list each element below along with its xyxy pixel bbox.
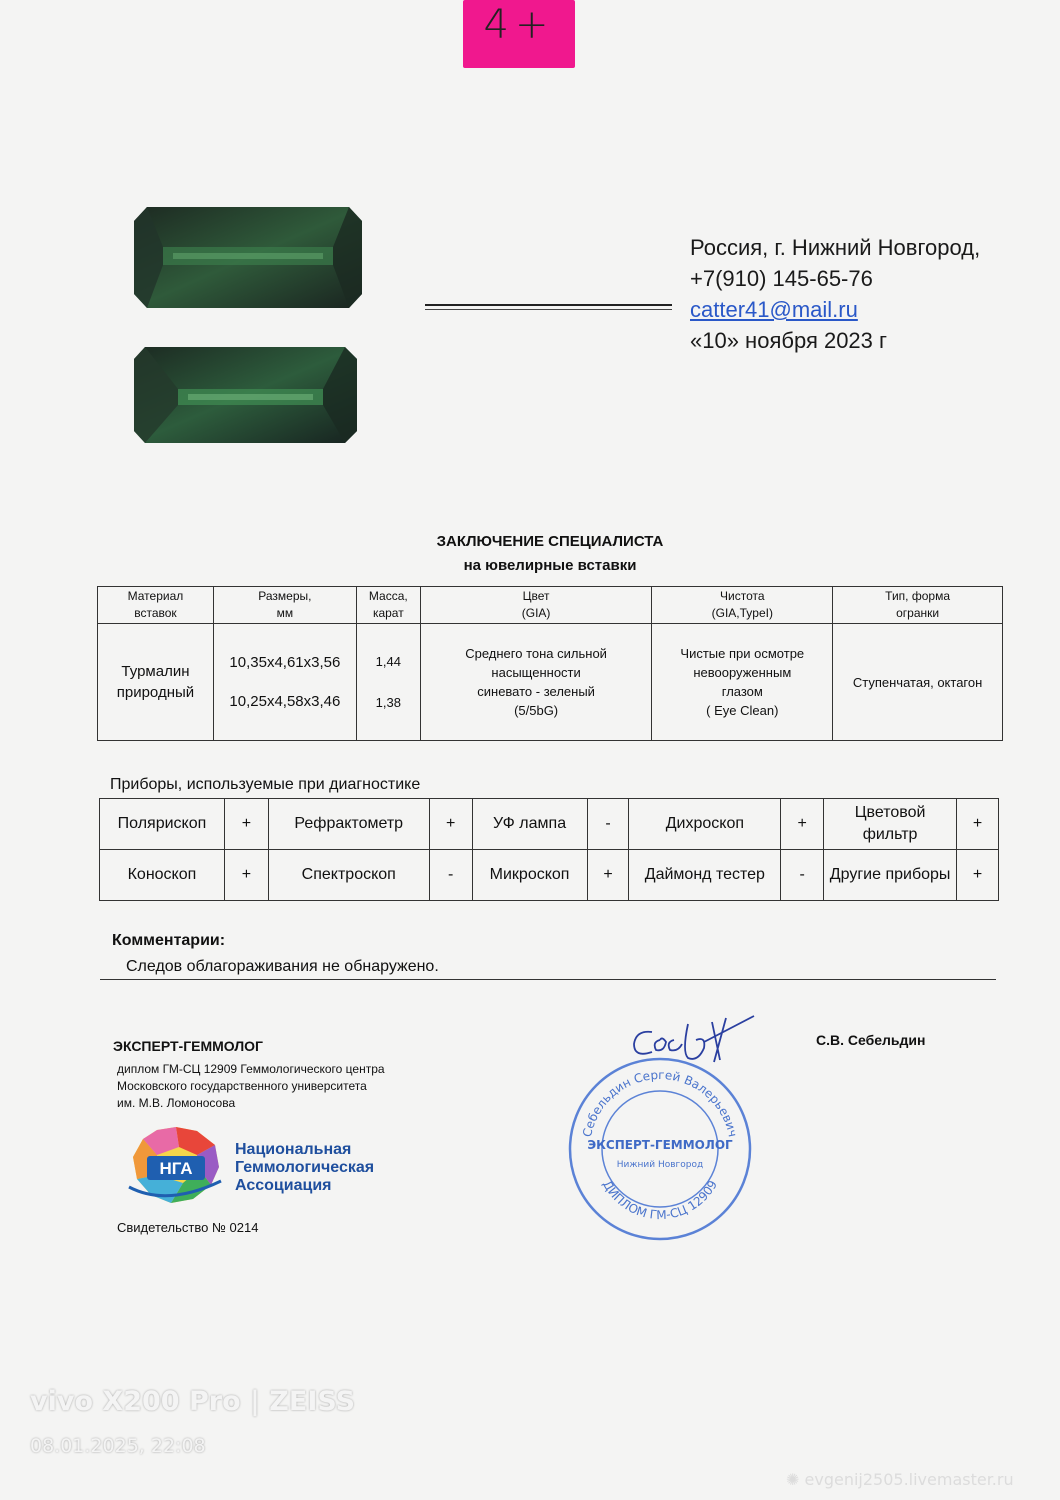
svg-text:ДИПЛОМ ГМ-СЦ 12909 (600, 1178, 720, 1222)
device-mark: - (587, 799, 629, 850)
stamp-bottom-text: ДИПЛОМ ГМ-СЦ 12909 (599, 1177, 721, 1223)
nga-logo-icon (127, 1125, 225, 1207)
contact-date: «10» ноября 2023 г (690, 328, 888, 353)
gem-photo-1 (133, 205, 363, 310)
expert-title: ЭКСПЕРТ-ГЕММОЛОГ (113, 1038, 263, 1054)
device-mark: + (224, 850, 268, 901)
contact-block (690, 232, 980, 356)
contact-phone: +7(910) 145-65-76 (690, 266, 873, 291)
device-name: Дихроскоп (629, 799, 781, 850)
header-color: Цвет (GIA) (420, 587, 652, 624)
header-material: Материал вставок (98, 587, 214, 624)
cell-material: Турмалин природный (98, 624, 214, 741)
divider-line (425, 309, 672, 310)
nga-name-line: Национальная (235, 1141, 352, 1158)
device-name: Даймонд тестер (629, 850, 781, 901)
camera-datetime: 08.01.2025, 22:08 (30, 1435, 206, 1457)
cell-color: Среднего тона сильной насыщенности синевато - зеленый (5/5bG) (420, 624, 652, 741)
devices-row-1 (100, 799, 999, 850)
device-mark: - (429, 850, 472, 901)
device-mark: + (781, 799, 824, 850)
header-mass: Масса, карат (356, 587, 420, 624)
devices-table (99, 798, 999, 901)
contact-city: Россия, г. Нижний Новгород, (690, 235, 981, 260)
header-cut: Тип, форма огранки (833, 587, 1003, 624)
device-name: Рефрактометр (268, 799, 429, 850)
spec-table (97, 586, 1003, 741)
watermark (786, 1470, 1014, 1489)
device-mark: + (957, 850, 999, 901)
device-mark: + (429, 799, 472, 850)
cell-mass: 1,44 1,38 (356, 624, 420, 741)
nga-abbr: НГА (159, 1159, 193, 1178)
device-mark: - (781, 850, 824, 901)
comments-heading: Комментарии: (112, 932, 226, 949)
devices-label: Приборы, используемые при диагностике (110, 776, 421, 793)
tag-text: 4+ (483, 2, 555, 48)
document-title (330, 530, 770, 578)
devices-row-2 (100, 850, 999, 901)
signature-icon (622, 1012, 762, 1067)
gem-photo-2 (133, 345, 358, 445)
device-name: Микроскоп (472, 850, 587, 901)
comments-text: Следов облагораживания не обнаружено. (126, 958, 439, 975)
title-line-1: ЗАКЛЮЧЕНИЕ СПЕЦИАЛИСТА (436, 533, 664, 550)
stamp-city-text: Нижний Новгород (616, 1160, 704, 1170)
header-clarity: Чистота (GIA,TypeI) (652, 587, 833, 624)
cell-clarity: Чистые при осмотре невооруженным глазом ( Eye Clean) (652, 624, 833, 741)
diploma-line: диплом ГМ-СЦ 12909 Геммологического центра (117, 1062, 385, 1076)
device-mark: + (587, 850, 629, 901)
spec-header-row (98, 587, 1003, 624)
device-name: Спектроскоп (268, 850, 429, 901)
device-mark: + (957, 799, 999, 850)
stamp-center-text: ЭКСПЕРТ-ГЕММОЛОГ (587, 1138, 733, 1152)
device-mark: + (224, 799, 268, 850)
diploma-line: им. М.В. Ломоносова (117, 1096, 236, 1110)
divider-line (425, 304, 672, 306)
diploma-line: Московского государственного университета (117, 1079, 367, 1093)
cell-sizes: 10,35x4,61x3,56 10,25x4,58x3,46 (213, 624, 356, 741)
watermark-text: evgenij2505.livemaster.ru (804, 1470, 1014, 1489)
expert-diploma (117, 1061, 385, 1112)
certificate-number: Свидетельство № 0214 (117, 1220, 259, 1235)
contact-email[interactable]: catter41@mail.ru (690, 297, 858, 322)
camera-model: vivo X200 Pro | ZEISS (30, 1386, 356, 1417)
device-name: Коноскоп (100, 850, 225, 901)
device-name: Цветовой фильтр (824, 799, 957, 850)
spec-data-row (98, 624, 1003, 741)
comments-underline (100, 979, 996, 980)
device-name: УФ лампа (472, 799, 587, 850)
nga-name-line: Геммологическая (235, 1159, 375, 1176)
stamp-top-text: Себельдин Сергей Валерьевич (580, 1067, 740, 1139)
nga-name (235, 1141, 374, 1195)
expert-stamp-icon (566, 1055, 754, 1243)
header-sizes: Размеры, мм (213, 587, 356, 624)
device-name: Другие приборы (824, 850, 957, 901)
flower-icon: ✺ (786, 1470, 805, 1489)
signer-name: С.В. Себельдин (816, 1032, 926, 1048)
nga-name-line: Ассоциация (235, 1177, 332, 1194)
device-name: Полярископ (100, 799, 225, 850)
cell-cut: Ступенчатая, октагон (833, 624, 1003, 741)
title-line-2: на ювелирные вставки (463, 557, 637, 574)
